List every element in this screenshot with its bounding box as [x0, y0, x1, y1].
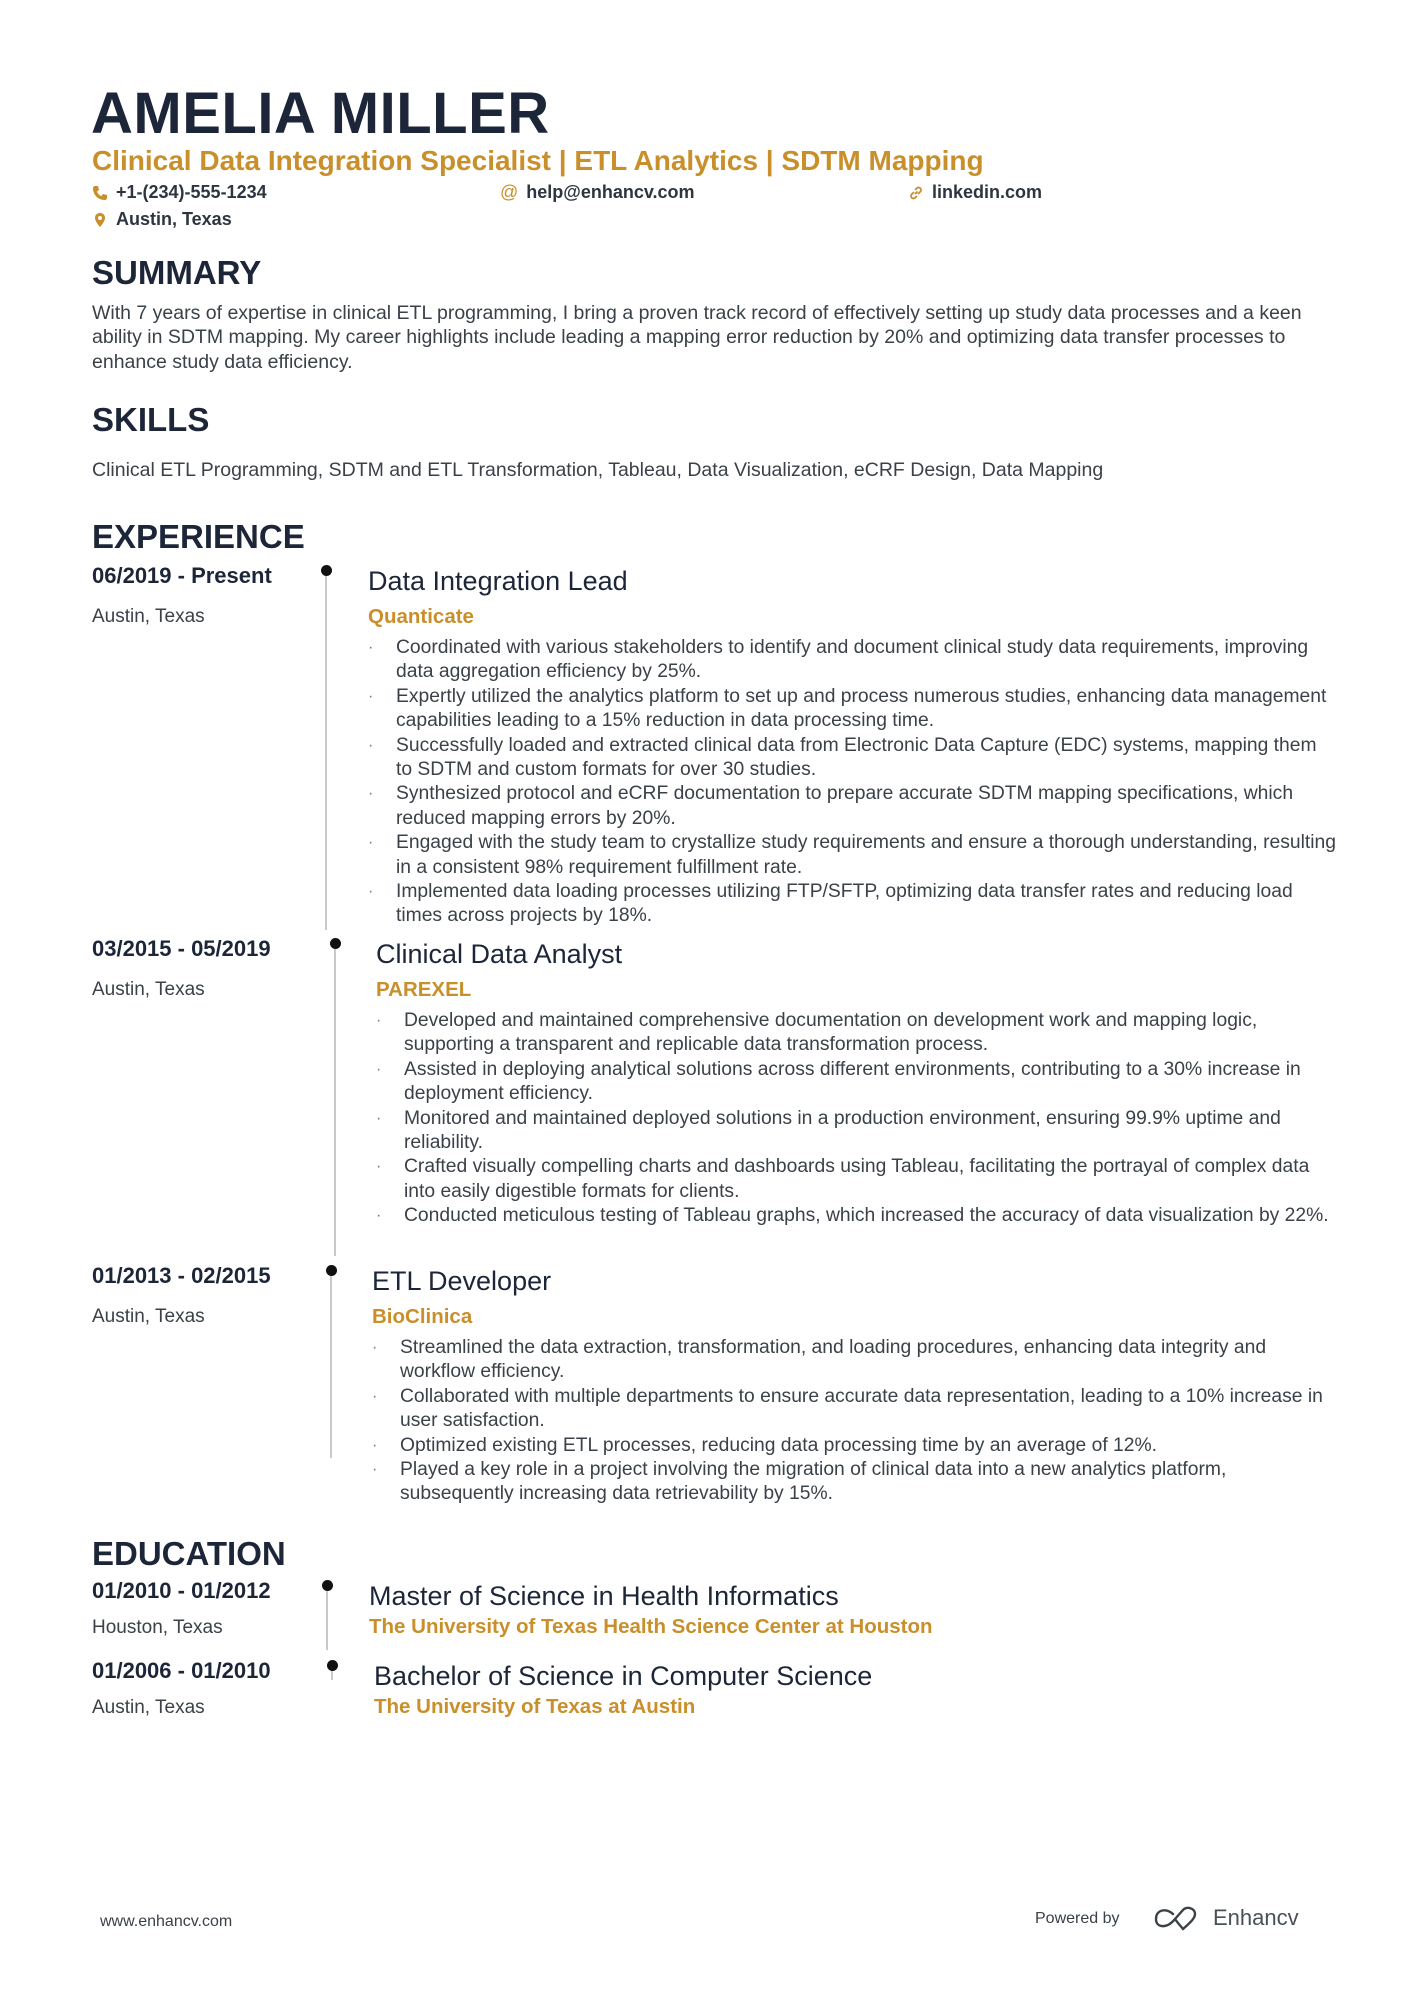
contact-phone — [92, 182, 267, 203]
contact-email[interactable] — [500, 182, 695, 203]
bullet-dot-icon: · — [372, 1461, 378, 1479]
job-title: Clinical Data Analyst — [376, 939, 623, 969]
job-company: Quanticate — [368, 605, 474, 628]
job-title: ETL Developer — [372, 1266, 552, 1296]
edu-location: Austin, Texas — [92, 1697, 205, 1718]
summary-text: With 7 years of expertise in clinical ETL programming, I bring a proven track record of effectively setting up study data processes and a keen ability in SDTM mapping. My career highlights include leading a mapping error reduction by 20% and optimizing data transfer processes to enhance study data efficiency. — [92, 302, 1302, 373]
bullet-item — [376, 1107, 1336, 1156]
bullet-text: Synthesized protocol and eCRF documentation to prepare accurate SDTM mapping specifications, which reduced mapping errors by 20%. — [396, 783, 1294, 829]
bullet-dot-icon: · — [376, 1158, 382, 1176]
at-icon: @ — [500, 182, 519, 202]
experience-heading: EXPERIENCE — [92, 518, 305, 555]
bullet-text: Monitored and maintained deployed solutions in a production environment, ensuring 99.9% uptime and reliability. — [404, 1107, 1281, 1154]
timeline-dot — [327, 1660, 338, 1671]
phone-icon — [92, 185, 108, 201]
bullet-dot-icon: · — [376, 1109, 382, 1127]
powered-by-label: Powered by — [1035, 1910, 1120, 1927]
bullet-text: Successfully loaded and extracted clinical data from Electronic Data Capture (EDC) systems, mapping them to SDTM and custom formats for over 30 studies. — [396, 734, 1317, 781]
bullet-text: Coordinated with various stakeholders to identify and document clinical study data requirements, improving data aggregation efficiency by 25%. — [396, 637, 1309, 683]
contact-linkedin[interactable] — [908, 182, 1042, 203]
bullet-item — [372, 1434, 1336, 1458]
bullet-item — [376, 1058, 1336, 1107]
bullet-text: Developed and maintained comprehensive documentation on development work and mapping logic, supporting a transparent and replicable data transformation process. — [404, 1010, 1258, 1056]
candidate-name: AMELIA MILLER — [91, 81, 550, 146]
job-company: BioClinica — [372, 1305, 473, 1328]
timeline-line — [330, 1271, 332, 1458]
skills-heading: SKILLS — [92, 401, 210, 438]
bullet-item — [368, 880, 1336, 929]
bullet-text: Conducted meticulous testing of Tableau graphs, which increased the accuracy of data visualization by 22%. — [404, 1205, 1329, 1227]
enhancv-logo-icon — [1153, 1906, 1201, 1932]
summary-heading: SUMMARY — [92, 254, 262, 291]
job-location: Austin, Texas — [92, 1306, 205, 1327]
edu-school: The University of Texas at Austin — [374, 1695, 696, 1718]
bullet-text: Streamlined the data extraction, transformation, and loading procedures, enhancing data integrity and workflow efficiency. — [400, 1337, 1267, 1383]
education-heading: EDUCATION — [92, 1535, 286, 1572]
bullet-item — [376, 1009, 1336, 1058]
bullet-item — [372, 1458, 1336, 1507]
job-title: Data Integration Lead — [368, 566, 628, 596]
bullet-item — [372, 1385, 1336, 1434]
bullet-text: Expertly utilized the analytics platform to set up and process numerous studies, enhancing data management capabilities leading to a 15% reduction in data processing time. — [396, 685, 1327, 732]
bullet-item — [368, 636, 1336, 685]
timeline-line — [325, 571, 327, 930]
phone-text: +1-(234)-555-1234 — [116, 182, 267, 202]
timeline-dot — [321, 565, 332, 576]
edu-dates: 01/2006 - 01/2010 — [92, 1658, 271, 1683]
bullet-dot-icon: · — [368, 883, 374, 901]
bullet-dot-icon: · — [376, 1060, 382, 1078]
bullet-dot-icon: · — [372, 1436, 378, 1454]
timeline-dot — [330, 938, 341, 949]
edu-location: Houston, Texas — [92, 1617, 223, 1638]
bullet-text: Assisted in deploying analytical solutions across different environments, contributing to a 30% increase in deployment efficiency. — [404, 1058, 1301, 1105]
timeline-dot — [322, 1580, 333, 1591]
linkedin-link[interactable]: linkedin.com — [932, 182, 1043, 202]
timeline-line — [334, 944, 336, 1256]
job-location: Austin, Texas — [92, 606, 205, 627]
edu-school: The University of Texas Health Science Center at Houston — [369, 1615, 933, 1638]
edu-degree: Master of Science in Health Informatics — [369, 1581, 839, 1611]
bullet-text: Collaborated with multiple departments to ensure accurate data representation, leading to a 10% increase in user satisfaction. — [400, 1385, 1323, 1432]
bullet-dot-icon: · — [372, 1339, 378, 1356]
job-dates: 03/2015 - 05/2019 — [92, 936, 271, 961]
bullet-text: Crafted visually compelling charts and dashboards using Tableau, facilitating the portrayal of complex data into easily digestible formats for clients. — [404, 1156, 1310, 1202]
edu-dates: 01/2010 - 01/2012 — [92, 1578, 271, 1603]
bullet-dot-icon: · — [368, 687, 374, 705]
bullet-item — [368, 831, 1336, 880]
timeline-line — [326, 1586, 328, 1650]
job-company: PAREXEL — [376, 978, 472, 1001]
bullet-dot-icon: · — [372, 1387, 378, 1405]
location-text: Austin, Texas — [116, 209, 232, 229]
candidate-headline: Clinical Data Integration Specialist | ETL Analytics | SDTM Mapping — [92, 145, 984, 176]
contact-location — [92, 209, 232, 230]
email-link[interactable]: help@enhancv.com — [526, 182, 695, 202]
bullet-dot-icon: · — [376, 1207, 382, 1225]
enhancv-brand: Enhancv — [1213, 1905, 1299, 1930]
bullet-text: Implemented data loading processes utilizing FTP/SFTP, optimizing data transfer rates and reducing load times across projects by 18%. — [396, 881, 1293, 927]
bullet-item — [372, 1336, 1336, 1385]
bullet-text: Played a key role in a project involving the migration of clinical data into a new analytics platform, subsequently increasing data retrievability by 15%. — [400, 1459, 1227, 1505]
job-bullets — [368, 636, 1336, 929]
bullet-dot-icon: · — [368, 785, 374, 803]
bullet-text: Optimized existing ETL processes, reducing data processing time by an average of 12%. — [400, 1434, 1158, 1456]
bullet-item — [376, 1155, 1336, 1204]
bullet-item — [376, 1204, 1336, 1228]
job-bullets — [376, 1009, 1336, 1229]
job-dates: 01/2013 - 02/2015 — [92, 1263, 271, 1288]
job-dates: 06/2019 - Present — [92, 563, 272, 588]
job-location: Austin, Texas — [92, 979, 205, 1000]
job-bullets — [372, 1336, 1336, 1507]
bullet-dot-icon: · — [368, 639, 374, 656]
bullet-item — [368, 782, 1336, 831]
bullet-text: Engaged with the study team to crystallize study requirements and ensure a thorough understanding, resulting in a consistent 98% requirement fulfillment rate. — [396, 832, 1336, 878]
bullet-item — [368, 685, 1336, 734]
edu-degree: Bachelor of Science in Computer Science — [374, 1661, 873, 1691]
timeline-dot — [326, 1265, 337, 1276]
footer-website[interactable]: www.enhancv.com — [100, 1913, 233, 1930]
bullet-dot-icon: · — [376, 1012, 382, 1029]
skills-text: Clinical ETL Programming, SDTM and ETL Transformation, Tableau, Data Visualization, eCRF Design, Data Mapping — [92, 459, 1104, 481]
bullet-dot-icon: · — [368, 834, 374, 852]
location-pin-icon — [92, 212, 108, 228]
link-icon — [908, 185, 924, 201]
bullet-dot-icon: · — [368, 736, 374, 754]
bullet-item — [368, 734, 1336, 783]
